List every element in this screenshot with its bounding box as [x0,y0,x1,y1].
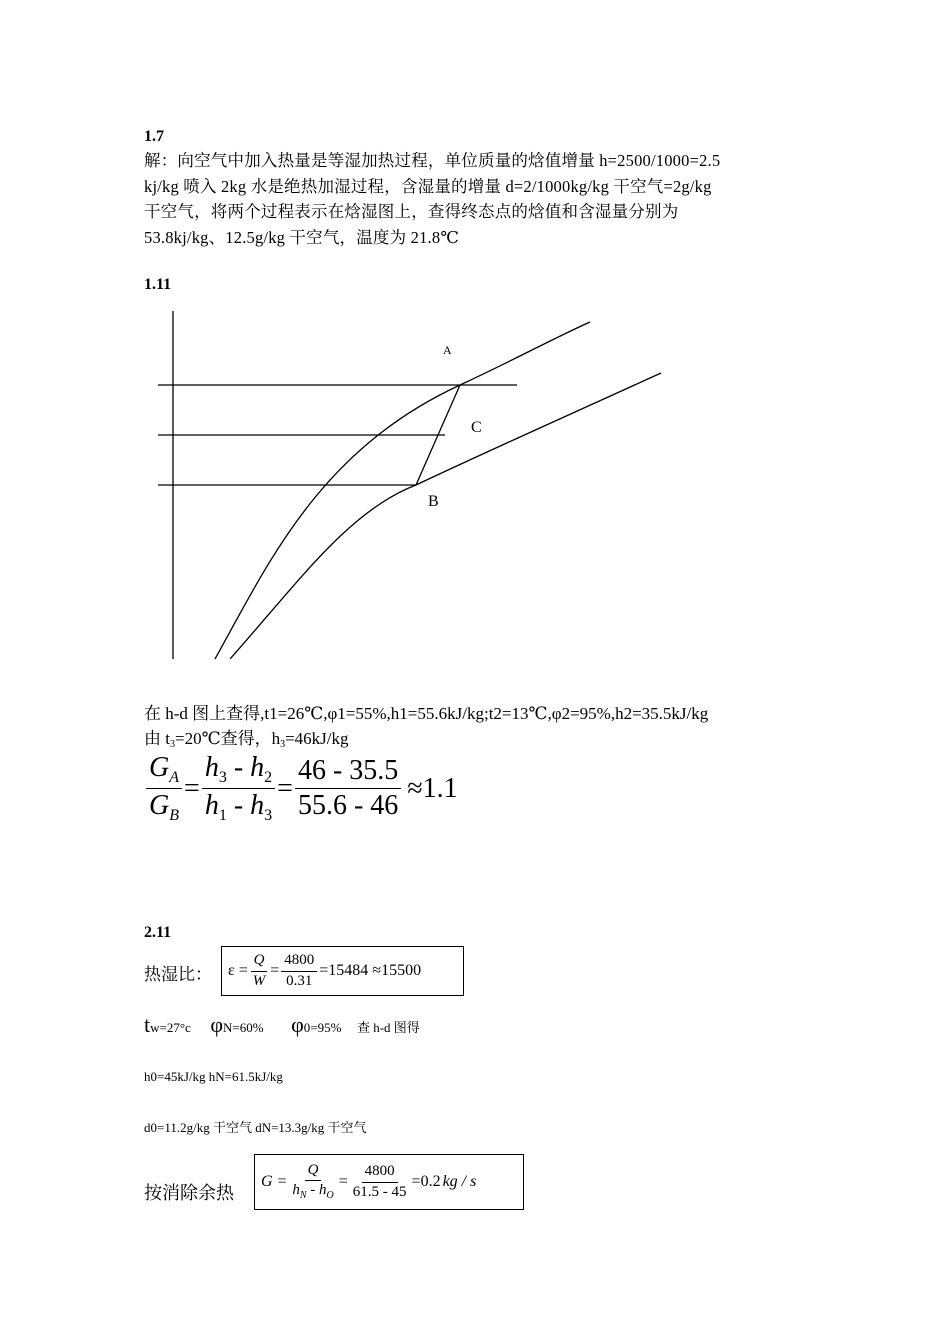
heat-moisture-label: 热湿比： [144,965,212,984]
result-unit: kg / s [442,1173,477,1190]
equals-sign: = [277,772,293,804]
airflow-label: 按消除余热 [144,1183,234,1203]
subscript: 3 [169,739,175,750]
t-value: w=27°c [150,1020,191,1035]
epsilon: ε = [228,962,248,979]
paragraph-line: 53.8kj/kg、12.5g/kg 干空气，温度为 21.8℃ [144,227,459,247]
point-b-label: B [428,493,439,510]
phi-n-value: N=60% [223,1020,264,1035]
enthalpy-values: h0=45kJ/kg hN=61.5kJ/kg [144,1069,283,1084]
phi-n-symbol: φ [210,1012,224,1037]
t-symbol: t [144,1012,151,1037]
heat-moisture-ratio-box [221,946,464,996]
ratio-fraction: $\frac{G_A}{G_B}$ [146,752,182,826]
subscript: 3 [280,739,286,750]
paragraph-line: 干空气，将两个过程表示在焓湿图上，查得终态点的焓值和含湿量分别为 [144,202,679,221]
section-title-1-7: 1.7 [144,128,164,145]
text-part: =46kJ/kg [285,729,349,748]
q-over-dh: $\frac{Q}{h_N - h_O}$ [292,1162,334,1202]
lookup-note: 查 h-d 图得 [356,1020,420,1035]
lookup-line-1: 在 h-d 图上查得,t1=26℃,φ1=55%,h1=55.6kJ/kg;t2=13℃,φ2=95%,h2=35.5kJ/kg [144,704,709,723]
paragraph-line: 解：向空气中加入热量是等湿加热过程，单位质量的焓值增量 h=2500/1000=2.5 [144,151,721,170]
text-part: =20℃查得，h [174,729,281,748]
phi-0-value: 0=95% [303,1020,342,1035]
section-title-2-11: 2.11 [144,924,172,941]
q-over-w: $\frac{Q}{W}$ [250,952,269,990]
g-symbol: G = [261,1173,288,1190]
section-title-1-11: 1.11 [144,276,172,293]
value-fraction: $\frac{4800}{0.31}$ [281,952,317,990]
moisture-values: d0=11.2g/kg 干空气 dN=13.3g/kg 干空气 [144,1120,367,1135]
phi-0-symbol: φ [291,1012,304,1037]
value-fraction: $\frac{4800}{61.5 - 45}$ [352,1163,407,1200]
relative-humidity-curve-2 [230,373,661,659]
paragraph-line: kj/kg 喷入 2kg 水是绝热加湿过程，含湿量的增量 d=2/1000kg/kg 干空气=2g/kg [144,176,712,196]
mass-ratio-formula [144,752,458,826]
lookup-line-2 [144,724,349,750]
conditions-line [144,1012,420,1038]
text-part: 由 t [144,729,170,748]
equals-sign: = [184,772,200,804]
result-value: =0.2 [411,1173,441,1190]
point-a-label: A [443,343,452,357]
numeric-fraction: $\frac{46 - 35.5}{55.6 - 46}$ [295,755,401,822]
result: ≈1.1 [407,772,458,804]
point-c-label: C [471,419,482,436]
equals-sign: = [338,1173,348,1190]
equals-sign: = [270,962,280,979]
enthalpy-fraction: $\frac{h_3 - h_2}{h_1 - h_3}$ [202,752,275,826]
airflow-formula-box [254,1154,524,1210]
result: =15484 ≈15500 [319,962,422,979]
